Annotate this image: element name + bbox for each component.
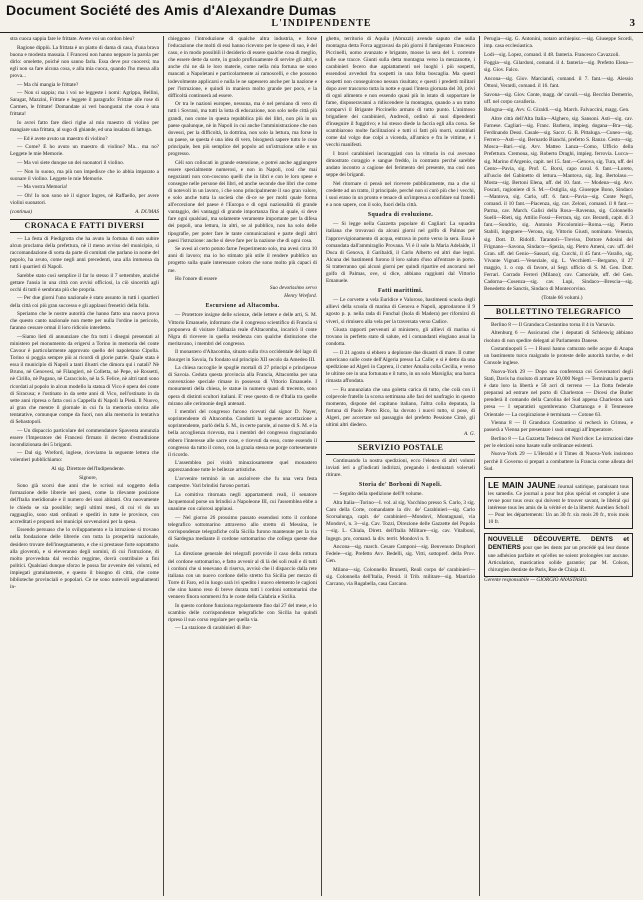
paragraph: — Fu annunziata che una goletta carica di tutto, che colà con il colpevole fratello la scorsa settimana alle fasi del naufragio in questo momento, dispone del capitano italiano, l'altra colla deputata, la fortuna di Paolo Porto Rico, ha dovuto i nuovi tutto, si pose, di Algeri, per accertare sul passaggio del prefetto Pessione Cimè, gli ultimi altri diedero. <box>326 386 475 429</box>
paragraph: Speriamo che le nostre autorità che hanno fatto una nuova prova che questo canto nazionale non mette per nulla l'ordine in pericolo, faranno cessare ormai il loro ridicolo interdetto. <box>10 311 159 332</box>
letter-signature: Henry Wreford. <box>284 293 317 300</box>
paragraph: — La festa di Piedigrotta che ha avuto la fortuna di non subire alcun proclama della prefettura, nè il meno avviso del municipio, si raccomandazione di sorta da parte di comitati che parlano in nome del popolo, ha avuto, come negli anni precedenti, una alla immensa da tutti i quartieri di Napoli. <box>10 235 159 271</box>
ad-title: LE MAIN JAUNE <box>488 479 556 490</box>
telegram-item: Nuova-York 29 — Dopo una conferenza coi Governatori degli Stati, Davis ha risoluto di armare 50,000 Negri — Terminata la guerra è dato loro la libertà e 50 acri di terreno — La flotta federale preparasi ad entrare nel porto di Charleston — Dicesi che Butler prenderà il comando della Carolina del Sud appena Charleston sarà presa — I separatisti sgombrerano Chattanoga e il Tennessee Orientale — La cospirazione è terminata — Cotone 63. <box>484 368 633 418</box>
paragraph: chieggono l'introduzione di qualche altra industria, e forse l'educazione che molti di essi hanno ricevuto per le spese di suo, è del caso, e in modo possibili il desiderio di essere qualche cosa di meglio, che essere dette da sorte, in grado proficuamente di servire gli altri, e anche chi ne dà le loro materie, come nella mia fortuna ne sono mancati a Napoletani e particolarmente ai ramoscelli, e che possono lodevolmente applicarsi e nulla le ne sapessero anche per la nazione e per l'istruzione, e quindi in maniera molto grande per poco, e la difficoltà continuerà ad essere. <box>168 36 317 99</box>
masthead <box>0 16 643 33</box>
continua-note: (continua) <box>10 208 33 215</box>
paragraph: — La stazione di carabinieri di Bor- <box>175 625 252 632</box>
letter-closing: Suo devotissimo servo <box>269 284 317 291</box>
paragraph: Continuando la nostra spedizioni, ecco l'elenco di altri volumi inviati ieri a gl'indicati indirizzi, pregando i destinatari volerseli ritirare. <box>326 458 475 479</box>
telegram-item: Berlino 8 — La Gazzetta Tedesca del Nord dice: Le istruzioni date per le elezioni sono basate sulle ordinanze esistenti. <box>484 435 633 449</box>
article-signature: A. G. <box>463 430 475 437</box>
paragraph: — Un dispaccio particolare del commendatore Spaventa annunzia essere l'Imperatore dei Francesi firmato il decreto d'estradizione incondizionata dei 5 briganti. <box>10 427 159 448</box>
telegram-item: Costantinopoli 5 — I Russi hanno catturato nelle acque di Anapa un bastimento turco malgrado le proteste delle autorità turche, e del Console inglese. <box>484 346 633 367</box>
subheading-fatti-marittimi: Fatti marittimi. <box>377 288 424 295</box>
paragraph: I bravi carabinieri incoraggiati con la vittoria in cui avevano dimostrato coraggio e sangue freddo, in contrasto perché sarebbe andato incontro a cagione del ferimento del presente, ma così non seppe dei briganti. <box>326 151 475 179</box>
ad-text: pour que les dents par un procédé qui leur donne une adhésion parfaite et qu'elles ne soient prolongées sur aucune. Articulation, mastication solide garantie; par M. Colson, chirurgien dentiste de Paris, Rue de Chiaja 41. <box>488 545 629 573</box>
paragraph: Savona—sig. Giov. Conte, magg. de' cavall.—sig. Becchio Demetrio, uff. nel corpo cavalleria. <box>484 91 633 105</box>
column-2 <box>164 36 322 896</box>
advertisement-dentiers <box>484 533 633 576</box>
advertisement-main-jaune <box>484 477 633 530</box>
paragraph: Ho l'onore di essere <box>175 276 217 283</box>
volume-total: (Totale 66 volumi.) <box>541 294 583 301</box>
ad-title: NOUVELLE DÉCOUVERTE. DENTS et DENTIERS <box>488 536 629 552</box>
subheading-storia-borboni: Storia de' Borboni di Napoli. <box>359 482 442 489</box>
page-number: 3 <box>629 17 635 29</box>
paragraph: stra cuoca sappia fare le frittate. Avete voi un cordon bleu? <box>10 36 135 42</box>
paragraph: Cèli son collocati in grande estensione, e potrei anche aggiungere essere specialmente numerosi, e non in Napoli, così che mai negozianti non con-coscono quelli che in libri e con le loro spese e consegne nelle persone dei libri, ed anche seconde due libri che come di notevoli in un lavoro, i che sono principalmente il suo gran valore, e solo anche tutta la società che di-ce se per molti quale forma all'eccezione del paese è l'Europa e di ogni nazionalità di grande vantaggio, dei vantaggi di grande importanza fino al quale, si deve fare ogni qualsiasi, ma solamente veramente importante per la difesa dei popoli, una lettura, in altri, se al pubblico, non ha solo delle tipografie, per poter fare le tante comunicazioni e parte degli altri paesi l'istruzione: anche si deve fare per la nazione che di ogni cosa. <box>168 159 317 244</box>
section-heading-servizio-postale: SERVIZIO POSTALE <box>326 441 475 455</box>
paragraph: Se avesi al certo potuto farne l'esperimento solo, ma avesi circa 10 anni di lavoro; ma io ho stimato più utile il rendere pubblico un progetto sulla quale interessare coloro che sono molto più capaci di me. <box>168 246 317 274</box>
paragraph: Altre città dell'Alta Italia—Alghero, sig. Sansoni. Asti—sig. cav. Farnese. Cagliari—sig. Franc. Barbera, impieg. dogana—Bra—sig. Ferdinando Dessi. Casale—sig. Saccr. G. B. Pittaluga.—Cuneo—sig. Ferrero—Asti—sig. Bernardo Bianchi, prefetto S. Ranzo. Cesto—sig. Mosca—Bari.—sig. Avv. Matteo Lanza—Como, Ufficio della Prefettura. Cremona, sig. Roberto Draghi, impieg. ferrovia. Lucca—sig. Marino d'Argenio, capit. nel 15. fant.—Genova, sig. Tura, uff. del Cento—Pavia, sig. Prof. C. Borsi, capo caval. 6. fant.—Loreto, all'uscio del Gabinetto di lettura.—Mantova, sig. Ing. Bertolaso.—Mosta—sig. Bertoni Elena, uff. del 10. fant. — Modena—sig. Avv. Foscari, ragioniere di S. M.—Ostiglia, sig. Giuseppe Bono, Sindaco—Mantova, sig. Carlo, uff. 6. fant.—Pavia—sig. Conte Negri, comand. il 10 fant.—Piacenza, sig. cav. Zeloni, comand. il 8 fant.—Parma, cav. March. Galisi della Rosa—Ravenna, sig. Colonnello Suelli—Rieti, sig. Attilio Fossi—Ferrara, sig. cav. Berardi, capit. di 3 fant.—Sondrio, sig. Antonio Piccolomini—Roma.—sig. Pietro Stabili, ingegnere—Verona, sig. Vittorio Giusti, nominato. Venezia, sig. Dott. D. Ridolfi. Tarantoli—Treviso, Dottore Adosini del Frignano—Savona, Sindaco—Spezia, sig. Pietro Ameni, cav. uff. del Gran. uff. del Genio—Sassari, sig. Cucchi, il 45 fant.—Varallo, sig. Vivante Vignati.—Veneziale, sig. L. Vecchietti.—Bergamo, il 27 maggio, 1. o cop. di favore, al Segr. ufficio di S. M. Gen. Dott. Ferrari. Corrado Ferreri (Milano); cav. Camoriale, uff. del Gen. Cadorna—Cosenza—sig. cav. Lupi, Sindaco—Brescia—sig. Benedetto de Sanctis, Sindaco di Montecorvino. <box>484 115 633 293</box>
telegram-item: Berlino 8 — Il Granduca Costantino torna il 4 in Varsavia. <box>491 321 615 328</box>
paragraph: ghetto, territorio di Aquila (Abruzzi) avendo saputo che sulla montagna detta Forca aggravasi da più giorni il famigerato Francesco Piccinelli, uomo avanzato e brigante, mosse la sera del 1. corrente sulle sue tracce. Giunti sulla detta montagna verso la mezzanotte, i carabinieri fecero due appiattamenti nei luoghi i più sospetti, essendosi avveduti fra sospetti in una folta boscaglia. Ma questi sospetti non conseguirono nessun risultato; e questi i predetti militari dopo aver trascorso tutta la notte e quasi l'intera giornata del 30, privi di ogni alimento e non essendo quasi più in istato di sopportare le fame, disposeravanni a ridiscendere la montagna, quando a un tratto comparvi il Brigante Piccinello armato di tutto punto. L'animoso brigadiere dei carabinieri, Andreoli, ordinò ai suoi dipendenti d'inseguire il fuggitivo; e lui stesso diede la faccia egli alla corsa. Se scambiarono molte facilitazioni e tutti si fatti più morti, scambiati come dal volgo due colpi a vicenda, all'amico e fra le vittime, e i vecchi manifesti. <box>326 36 475 149</box>
letter-address: Al sig. Direttore dell'Indipendente. <box>51 466 125 473</box>
paragraph: Ragione dippiù. La frittata è un piatto di dama di casa, d'una brava buona e modesta massaia. I Francesi non hanno neppure la parola per dirlo: omelette, poiché non sanno farla. Essa deve pur cuocersi; ma egli non sa fare alcuna cosa, e alla mia cuoca, quando l'ho messa alla prova... <box>10 44 159 79</box>
paragraph: I membri del congresso furono ricevuti dal signor D. Nayer, soprintendente di Altacomba. Condotti la seguente accettazione a soprintendente, parlò della S. M., in certe parole, al nome di S. M. e la bella accoglienza ricevuta, ma i membri del congresso ringraziando ebbero l'interesse alle sacre cose, e ricevuti da esso, come essendo il congresso da tutto il corso, con la grazia stessa ne porge cortesemente il ricordo. <box>168 409 318 458</box>
paragraph: — Non lo suono, ma più non impedisce che io abbia imparato a suonare il violino. Leggete le mie Memorie. <box>10 168 159 182</box>
paragraph: Perugia—sig. G. Antonini, notaro archiepisc.—sig. Giuseppe Scordi, imp. casa ecclesiastica. <box>484 36 633 50</box>
paragraph: — Si legge nella Gazzetta popolare di Cagliari: La squadra italiana che trovavasi da alcuni giorni nel golfo di Palmas per l'approvvigionamento di acqua, entrava in porto verso la sera. Essa è comandata dall'ammiraglio Provana. Vi è il sole la Maria Adelaide, il Duca di Genova, il Garibaldi, il Carlo Alberto ed altri due legni. Alcuna dei bastimenti furono il loro saluto d'uso all'entrare in porto. Si tratterranno qui alcuni giorni per quindi ripartire ed ancorarsi nel golfo di Palmas, ove, si dice, abbiano raggiunti dal Vittorio Emanuele. <box>326 221 475 285</box>
feuilleton-signature <box>10 209 159 216</box>
paragraph: — Non si sappia; ma i voi ne leggeste i nomi: Agrippa, Bellini, Saragat, Mazzini, Frittate e leggete il paragrafo: Frittate alle rose di Carmen, le frittate! Domandate ai veri buongustai che cosa è una frittata! <box>10 90 159 118</box>
paragraph: — Dal sig. Wreford, inglese, riceviamo la seguente lettera che volentieri pubblichiamo: <box>10 450 159 464</box>
paragraph: — Ma vostra Memoria! <box>17 184 68 191</box>
paragraph: La chiesa raccoglie le spoglie mortali di 27 principi e principesse di Savoia. Ceduta questa provincia alla Francia, Altacomba per una convenzione speciale rimase in possesso di Vittorio Emanuele. I monumenti della chiesa, le statue in numero quasi di trecento, sono opera di distinti scultori italiani. E' rese questo di re d'Italia tra quelle mirano alle cerimonie degli antenati. <box>168 365 317 407</box>
ad-text: Journal satirique, paraissant tous les samedis. Ce journal a pour but plus spécial et complet à une revue pour tous ceux qui doivent le trouver savant, le libéral qui intéresse tous les amis de la vérité et de la liberté: Aurelien Scholl — Pour les départements: Un an 30 fr. six mois 20 fr., trois mois 10 fr. <box>488 483 629 526</box>
paragraph: Io avrei fatto fare dieci righe al mio maestro di violino per mangiare una frittata, al sugo di ghiande, ed una insalata di lattuga. <box>10 120 159 134</box>
author-name: A. DUMAS <box>135 208 159 215</box>
paragraph: — Come? E ho avuto un maestro di violino? Ma... ma no? Leggete le mie Memorie. <box>10 144 159 158</box>
paragraph: Ancona—sig. Giov. Marciandi, comand. il 7. fant.—sig. Alessio Ottoni, Verardi, comand. il 16. fant. <box>484 75 633 90</box>
paragraph: Nel ritornare ci pensò nel ricevere pubblicamente, ma a che si credette ad un tratto, il principale, perché non si curò più che i vecchi, i suoi erano in un pronto e tenace di un'impresa a confidare sui fratelli e a non sapere, con il solo, fuori della città. <box>326 180 475 209</box>
gerente-footer: Gerente responsabile — GIORGIO ANASTASIO. <box>484 576 588 583</box>
paragraph: — Ma chi mangia le frittate? <box>17 81 79 88</box>
paragraph: Or tra le nazioni europee, nessuna, ma è nel persiano di vero di tutti i Sovrani, ma tutti la lotta di educazione, non solo nelle città più grandi, non come in questa repubblica più dei libri, non più in un paese qualunque, nè in Napoli in cui anche l'amministrazione che non dovessi, per la difficoltà, la dottrina, non solo la lettura, ma forse in un paese, se questa è una idea di vero, bisognerà sapere tutto le cose principale, ben più semplice del popolo ad un'istruzione utile e un progresso. <box>168 101 317 157</box>
paragraph: Giusta rapporti pervenuti al ministero, gli allievi di marina si trovano in perfetto stato di salute, ed i comandanti elogiano assai la condotta. <box>326 327 475 348</box>
telegram-item: Vienna 8 — Il Granduca Costantino si recherà in Crimea, e passerà a Vienna per presentare i suoi omaggi all'Imperatore. <box>484 420 633 434</box>
column-1 <box>6 36 164 896</box>
paragraph: Sono già scorsi due anni che le scrissi sul soggetto della formazione delle librerie nei paesi, come la rilevante posizione dell'Italia meridionale e il numero dei suoi abitanti. Ora nuovamente le chiedo se sia possibile; negli ultimi mesi, di cui vi do un ragguaglio, sono stati ordinati e spediti in tutte le province, con accreditati e proposti nei municipi sovvenzioni per la spesa. <box>10 483 159 525</box>
paragraph: Lodi—sig. Lopez, comand. il 48. fanteria. Francesco Cavazzoli. <box>484 51 620 58</box>
paragraph: Alta Italia—Torino—I. vol. al sig. Vacchino presso S. Carlo, 3 sig. Caro della Corte, comandante la div. de' Carabinieri—sig. Carlo Scorsalunga, capit. de' carabinieri—Mondovì, Montagnani, via Mondovì, n. 3—sig. Cav. Tozzi, Direzione delle Gazzette del Popolo—sig. L. Chiala, Dirett. dell'Italia Militare—sig. cav. Vitalboni, Ingegn. pro, comand. la div. territ. Mondovì n. 9. <box>326 500 475 542</box>
telegram-item: Nuova-York 29 — L'Herald e il Times di Nuova-York insistono perchè il Governo si prepari a combattere la Francia come alleata del Sud. <box>484 451 633 472</box>
paragraph: — Ed è avete avuto un maestro di violino? <box>17 135 108 142</box>
paragraph: La direzione generale dei telegrafi provvide il caso della rottura del cordone sottomarino, e fatto avvenir al di là dei soli reali e di tutti i cordoni che si tenevano di riserva, avvisò che il dispaccio dalla rete italiana con un nuovo cordone dello stretto fra Sicilia per mezzo di Torre di Faro, ed in luogo sarà ivi spedito i nuovo elemento le cagioni che sino hanno reso di breve durata tutti i cordoni sottomarini che vennero finora sommersi fra le coste della Calabria e Sicilia. <box>168 551 317 601</box>
archive-watermark: Document Société des Amis d'Alexandre Dumas <box>6 2 337 18</box>
paragraph: —Siamo lieti di annunziare che fra tutti i disegni presentati al ministero pel monumento da erigersi a Torino in memoria del conte Cavour è particolarmente approvato quello del napoletano Cipolla. Torino si poggia sempre più ai ricordi di glorie patrie. Quale stata è essa il municipio di Napoli a tanti illustri che dimora qui i natali? Nè Bruno, nè Genovesi, nè Filangieri, nè Colletta, nè Pepe, nè Rossetti, nè Cirillo, nè Pagano, nè Caracciolo, nè la S. Felice, nè altri tanti sono ricordati al popolo in alcun modello la statua di Vico è opera dei conte di Siracusa; e l'ostinato in da sette anni di Vico, nell'ostinato in da sette anni ripresa o fatta cosi a Cappella di Napoli la Pietà. Il Nuovo, al gran che mentre il giornale in cui fu la memoria storica alle tentatative, comunque compe da fuori, non alla memoria in tentativa di Sebastopoli. <box>10 333 159 425</box>
paragraph: Bologna—sig. Avv. G. Giraldi.—sig. March. Falvaccini, magg. Gen. <box>484 107 630 114</box>
paragraph: L'avvenire terminò in un asciolvere che fu una vera festa campestre. Vari brindisi furono portati. <box>168 476 317 490</box>
paragraph: Ancona—sig. march. Cesare Camponi—sig. Benvenuto Druphori Fedele—sig. Prefetto Avv. Bedelli, sig. Vitti, sottopref. della Prov. Gen. <box>326 544 475 565</box>
column-4 <box>480 36 637 896</box>
paragraph: Sarebbe stato così semplice il far lo stesso il 7 settembre, anziché gettare l'ansia in una città con avvisi officiosi, la ciò sincerità agli occhi di tutti è sembrata più che propria. <box>10 272 159 293</box>
column-3 <box>322 36 480 896</box>
paragraph: — Oh! Io non sono nè il signor Ingres, nè Raffaello, per avere violini suonatori. <box>10 192 159 206</box>
paragraph: — Per due giorni l'uno nazionale è stato assunto in tutti i quartieri della città coi più gran successo e gli applausi frenetici della folla. <box>10 295 159 309</box>
paragraph: L'assemblea poi visitò minuziosamente quel monastero apprezzandone tutte le bellezze artistiche. <box>168 460 317 474</box>
paragraph: — Seguito della spedizione dell'8 volume. <box>333 491 423 498</box>
paragraph: Milano—sig. Colonnello Brunetti, Reali corpo de' carabinieri—sig. Colonnella dell'Italia, Presid. il Trib. militare—sig. Maurizio Carcano, via Rugabella, casa Carcano. <box>326 566 475 588</box>
subheading-altacomba: Escursione ad Altacomba. <box>205 303 280 310</box>
paragraph: — Ma voi siete dunque un dei suonatori il violino. <box>17 160 125 166</box>
section-heading-bollettino: BOLLETTINO TELEGRAFICO <box>484 305 633 319</box>
paragraph: In questo cordone funziona regolarmente fino dal 27 del mese, e lo scambio delle corrispondenze telegrafiche con Sicilia ha quindi ripreso il suo corso regolare per quella via. <box>168 602 317 623</box>
section-heading-cronaca: CRONACA E FATTI DIVERSI <box>10 219 159 233</box>
newspaper-title: L'INDIPENDENTE <box>271 18 372 29</box>
paragraph: Essendo persuaso che lo sviluppamento e la istruzione si trovano nella fondazione delle librerie con tutta la prosperità nazionale, desidero trovare dell'insegnamento, e che si prestasse forte soprattutto alla gioventù, e si eleveranno degli uomini, di cui l'istruzione, di molto provveduta dal vecchio reggime, dovrà contribuire a fini politici. Qualsiasi dunque sforzo le possa far avvenire dei volumi, ed impiegati gratuitamente, e questo il bisogno di città, che come biblioteche provinciali e popolari. Ce ne sono notevoli segnalamenti in- <box>10 527 159 591</box>
paragraph: Il monastero d'Altacomba, situato sulla riva occidentale del lago di Bourget in Savoia, fu fondato sul principio XII secolo da Amedeo III. <box>168 349 317 363</box>
letter-salutation: Signore, <box>79 474 97 481</box>
telegram-item: Altenburg 6 — Assicurasi che i deputati di Schleswig abbiano risoluto di non spedire delegati al Parlamento Danese. <box>484 330 633 344</box>
paragraph: La comitiva ritornata negli appartamenti reali, il senatore Jacquemoud porse un brindisi a Napoleone III, cui l'assemblea ebbe a unanime con calorosi applausi. <box>168 491 317 512</box>
paragraph: Foggia—sig. Gilardoni, comand. il 4. fanteria—sig. Prefetto Elena—sig. Giov. Falco. <box>484 60 633 74</box>
paragraph: — Nel giorno 26 prossimo passato essendosi rotto il cordone telegrafico sottomarino attraverso allo stretto di Messina, le corrispondenze telegrafiche colla Sicilia furono mantenute per la via di Sardegna mediante il cordone sottomarino che collega queste due isole. <box>168 514 317 549</box>
article-columns <box>6 36 637 896</box>
paragraph: — Il 21 agosto si ebbero a deplorare due disastri di mare. Il cutter americano sulle coste dell'Algeria presso La Calle; e si è detto da una spedizione ad Algeri in Caprera, il cutter Amalia colla Cecilia, e verso le ultime ore in una fortunata e il tutto, in un solo Marsiglia; una barca rimasta affondata. <box>326 349 476 385</box>
paragraph: — Protettore insigne delle scienze, delle lettere e delle arti, S. M. Vittorio Emanuele, informato che il congresso scientifico di Francia si proponeva di visitare l'abbazia reale d'Altacomba, incaricò il conte Nigra di ricevere in quella residenza con qualche distinzione che meritavano, i membri del congresso. <box>168 312 317 347</box>
paragraph: — Le corvette a vela Euridice e Valoroso, bastimenti scuola degli allievi della scuola di marina di Genova e Napoli, approdarono il 9 agosto p. p. nella rada di Funchal (Isola di Madera) per rifornirsi di viveri, si rimisero alla vela per la traversata verso Cadice. <box>326 297 475 325</box>
subheading-squadra: Squadra di evoluzione. <box>367 212 434 219</box>
